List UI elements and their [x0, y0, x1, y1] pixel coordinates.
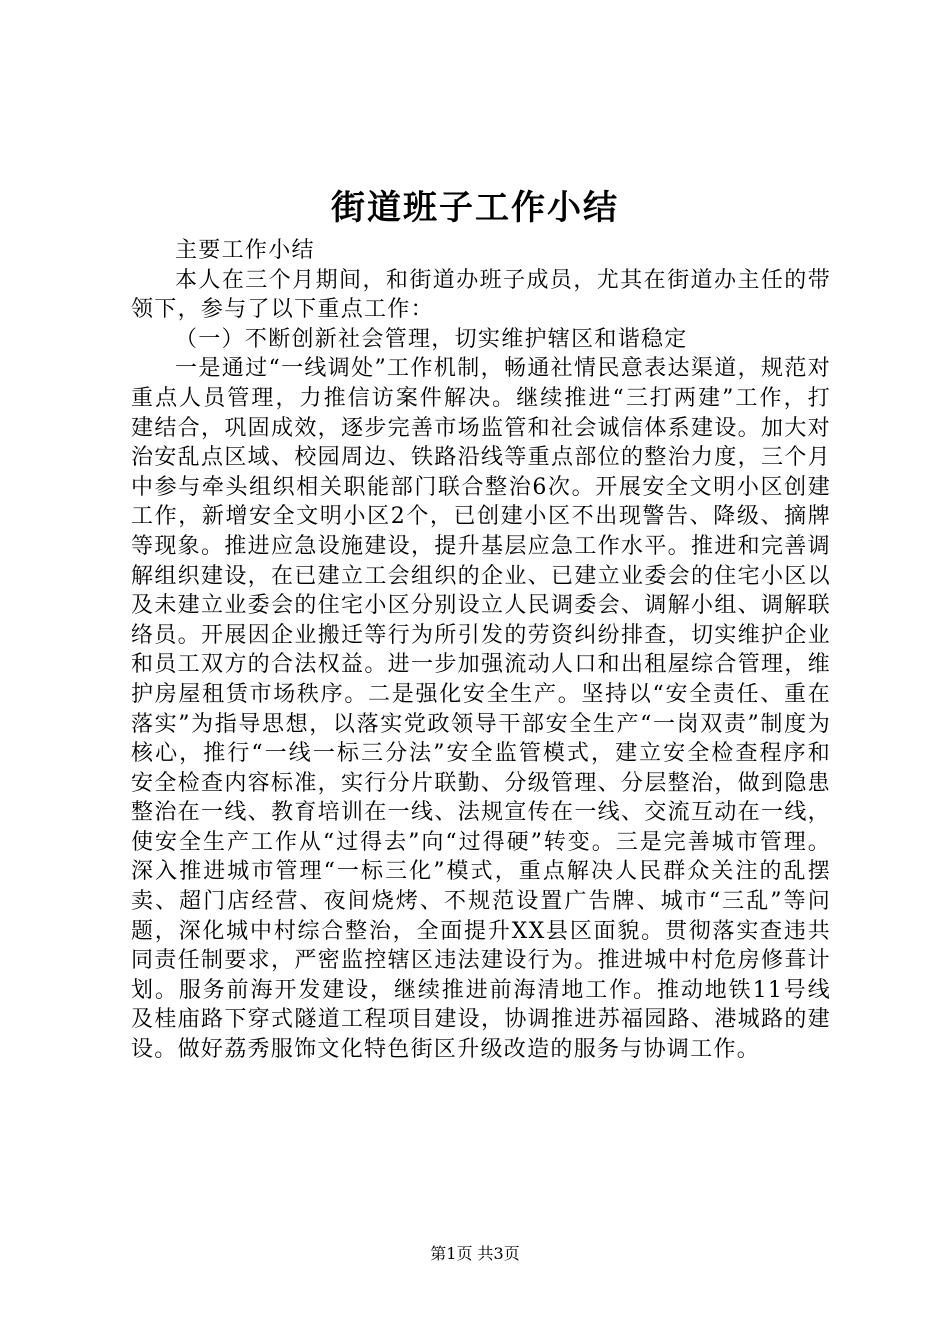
body-paragraph: 一是通过“一线调处”工作机制，畅通社情民意表达渠道，规范对重点人员管理，力推信访案件解决。继续推进“三打两建”工作，打建结合，巩固成效，逐步完善市场监管和社会诚信体系建设。加大对治安乱点区域、校园周边、铁路沿线等重点部位的整治力度，三个月中参与牵头组织相关职能部门联合整治6次。开展安全文明小区创建工作，新增安全文明小区2个，已创建小区不出现警告、降级、摘牌等现象。推进应急设施建设，提升基层应急工作水平。推进和完善调解组织建设，在已建立工会组织的企业、已建立业委会的住宅小区以及未建立业委会的住宅小区分别设立人民调委会、调解小组、调解联络员。开展因企业搬迁等行为所引发的劳资纠纷排查，切实维护企业和员工双方的合法权益。进一步加强流动人口和出租屋综合管理，维护房屋租赁市场秩序。二是强化安全生产。坚持以“安全责任、重在落实”为指导思想，以落实党政领导干部安全生产“一岗双责”制度为核心，推行“一线一标三分法”安全监管模式，建立安全检查程序和安全检查内容标准，实行分片联勤、分级管理、分层整治，做到隐患整治在一线、教育培训在一线、法规宣传在一线、交流互动在一线，使安全生产工作从“过得去”向“过得硬”转变。三是完善城市管理。深入推进城市管理“一标三化”模式，重点解决人民群众关注的乱摆卖、超门店经营、夜间烧烤、不规范设置广告牌、城市“三乱”等问题，深化城中村综合整治，全面提升XX县区面貌。贯彻落实查违共同责任制要求，严密监控辖区违法建设行为。推进城中村危房修葺计划。服务前海开发建设，继续推进前海清地工作。推动地铁11号线及桂庙路下穿式隧道工程项目建设，协调推进苏福园路、港城路的建设。做好荔秀服饰文化特色街区升级改造的服务与协调工作。: [131, 356, 831, 1063]
document-body: [131, 236, 831, 1065]
section-heading-summary: 主要工作小结: [175, 238, 315, 263]
subsection-heading: （一）不断创新社会管理，切实维护辖区和谐稳定: [175, 326, 688, 352]
intro-paragraph: 本人在三个月期间，和街道办班子成员，尤其在街道办主任的带领下，参与了以下重点工作：: [131, 267, 831, 323]
document-title: 街道班子工作小结: [331, 188, 619, 228]
page-number-footer: 第1页 共3页: [430, 1244, 520, 1263]
